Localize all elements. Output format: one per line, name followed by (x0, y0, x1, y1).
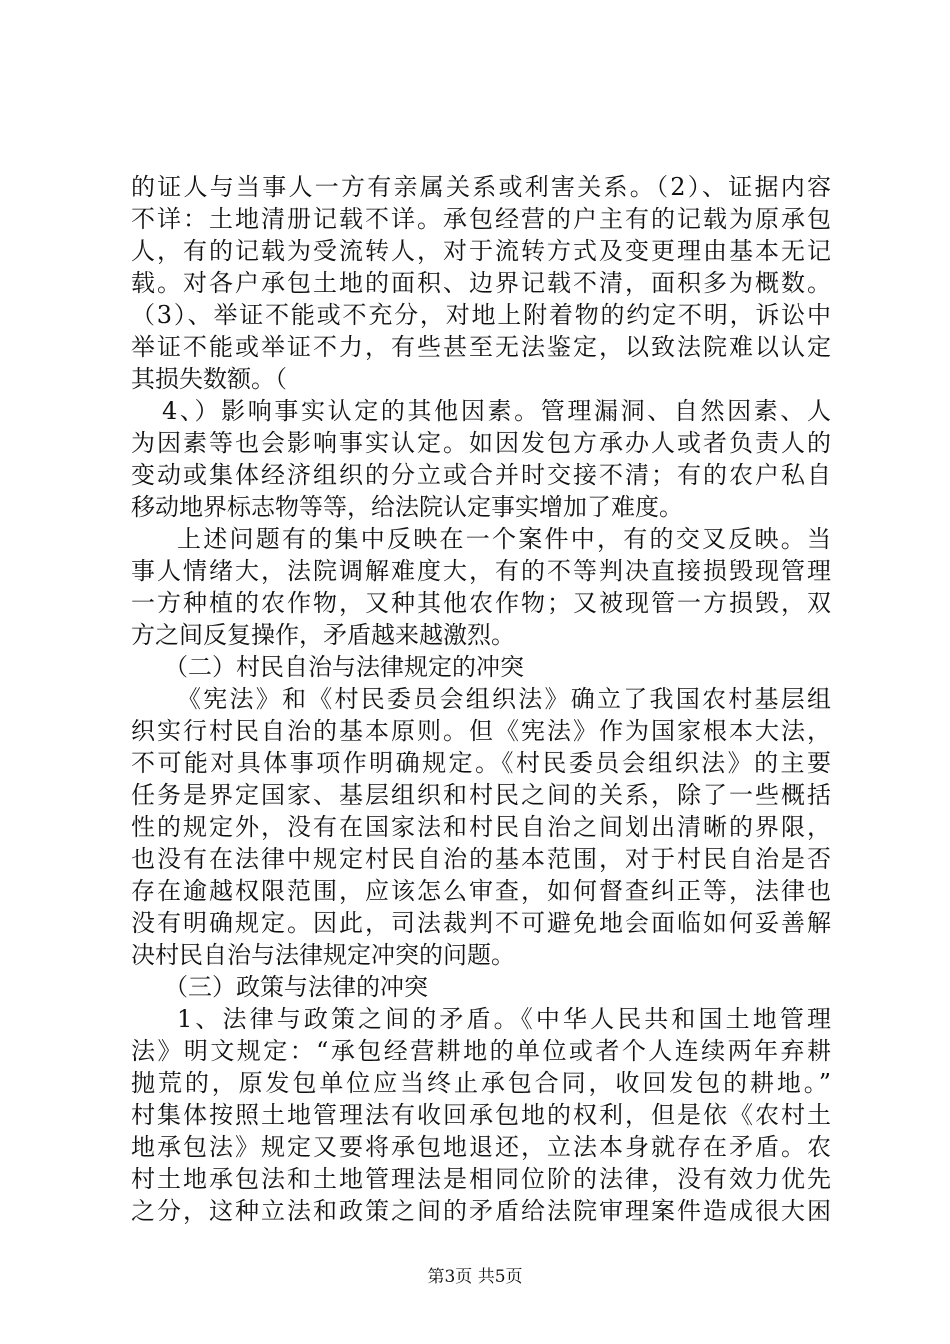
text-line: 织实行村民自治的基本原则。但《宪法》作为国家根本大法， (131, 717, 831, 745)
text-line: 地承包法》规定又要将承包地退还，立法本身就存在矛盾。农 (131, 1133, 831, 1161)
text-line: 之分，这种立法和政策之间的矛盾给法院审理案件造成很大困 (131, 1197, 831, 1225)
text-line: 决村民自治与法律规定冲突的问题。 (131, 941, 515, 969)
text-line: 人，有的记载为受流转人，对于流转方式及变更理由基本无记 (131, 237, 831, 265)
text-line: 也没有在法律中规定村民自治的基本范围，对于村民自治是否 (131, 845, 831, 873)
text-line: 村土地承包法和土地管理法是相同位阶的法律，没有效力优先 (131, 1165, 831, 1193)
text-line: 村集体按照土地管理法有收回承包地的权利，但是依《农村土 (131, 1101, 831, 1129)
section-heading: （二）村民自治与法律规定的冲突 (164, 653, 524, 681)
text-line: （3）、举证不能或不充分，对地上附着物的约定不明，诉讼中 (131, 301, 831, 329)
text-line: 其损失数额。（ (131, 365, 287, 393)
section-heading: （三）政策与法律的冲突 (164, 973, 428, 1001)
text-line: 方之间反复操作，矛盾越来越激烈。 (131, 621, 515, 649)
text-line: 移动地界标志物等等，给法院认定事实增加了难度。 (131, 493, 683, 521)
text-line: 为因素等也会影响事实认定。如因发包方承办人或者负责人的 (131, 429, 831, 457)
text-line: 变动或集体经济组织的分立或合并时交接不清；有的农户私自 (131, 461, 831, 489)
text-line: 法》明文规定：“承包经营耕地的单位或者个人连续两年弃耕 (131, 1037, 831, 1065)
paragraph-start-line: 4、）影响事实认定的其他因素。管理漏洞、自然因素、人 (162, 397, 831, 425)
text-line: 抛荒的，原发包单位应当终止承包合同，收回发包的耕地。” (131, 1069, 831, 1097)
text-line: 事人情绪大，法院调解难度大，有的不等判决直接损毁现管理 (131, 557, 831, 585)
paragraph-start-line: 1、法律与政策之间的矛盾。《中华人民共和国土地管理 (177, 1005, 831, 1033)
text-line: 一方种植的农作物，又种其他农作物；又被现管一方损毁，双 (131, 589, 831, 617)
text-line: 性的规定外，没有在国家法和村民自治之间划出清晰的界限， (131, 813, 831, 841)
text-line: 载。对各户承包土地的面积、边界记载不清，面积多为概数。 (131, 269, 831, 297)
page-footer: 第3页 共5页 (427, 1267, 523, 1287)
paragraph-start-line: 《宪法》和《村民委员会组织法》确立了我国农村基层组 (177, 685, 831, 713)
text-line: 不详：土地清册记载不详。承包经营的户主有的记载为原承包 (131, 205, 831, 233)
paragraph-start-line: 上述问题有的集中反映在一个案件中，有的交叉反映。当 (177, 525, 831, 553)
text-line: 任务是界定国家、基层组织和村民之间的关系，除了一些概括 (131, 781, 831, 809)
text-line: 存在逾越权限范围，应该怎么审查，如何督查纠正等，法律也 (131, 877, 831, 905)
text-line: 没有明确规定。因此，司法裁判不可避免地会面临如何妥善解 (131, 909, 831, 937)
text-line: 的证人与当事人一方有亲属关系或利害关系。（2）、证据内容 (131, 173, 831, 201)
text-line: 不可能对具体事项作明确规定。《村民委员会组织法》的主要 (131, 749, 831, 777)
text-line: 举证不能或举证不力，有些甚至无法鉴定，以致法院难以认定 (131, 333, 831, 361)
